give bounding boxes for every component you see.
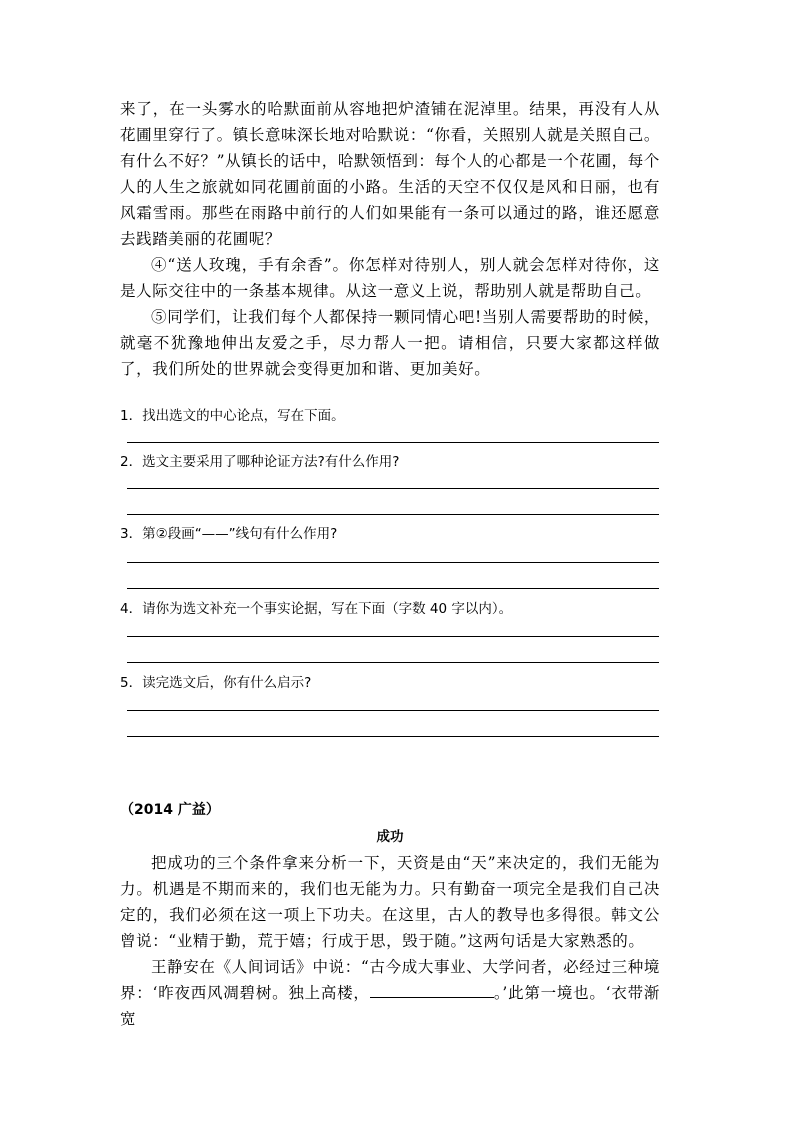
answer-line[interactable] (127, 636, 659, 637)
question-list (120, 406, 660, 737)
answer-line[interactable] (127, 736, 659, 737)
passage-paragraph-4: ④“送人玫瑰，手有余香”。你怎样对待别人，别人就会怎样对待你，这是人际交往中的一条基本规律。从这一意义上说，帮助别人就是帮助自己。 (120, 256, 660, 300)
section-title: 成功 (376, 829, 404, 845)
question-3: 3．第②段画“——”线句有什么作用? (120, 526, 338, 542)
reading-passage (120, 96, 660, 382)
passage-paragraph-5: ⑤同学们，让我们每个人都保持一颗同情心吧!当别人需要帮助的时候，就毫不犹豫地伸出友爱之手，尽力帮人一把。请相信，只要大家都这样做了，我们所处的世界就会变得更加和谐、更加美好。 (120, 308, 660, 378)
fill-in-blank[interactable] (370, 981, 494, 998)
passage2-paragraph-1: 把成功的三个条件拿来分析一下，天资是由“天”来决定的，我们无能为力。机遇是不期而来的，我们也无能为力。只有勤奋一项完全是我们自己决定的，我们必须在这一项上下功夫。在这里，古人的教导也多得很。韩文公曾说：“业精于勤，荒于嬉；行成于思，毁于随。”这两句话是大家熟悉的。 (120, 854, 660, 950)
answer-line[interactable] (127, 514, 659, 515)
passage-paragraph-continuation: 来了，在一头雾水的哈默面前从容地把炉渣铺在泥淖里。结果，再没有人从花圃里穿行了。镇长意味深长地对哈默说：“你看，关照别人就是关照自己。有什么不好？”从镇长的话中，哈默领悟到：每个人的心都是一个花圃，每个人的人生之旅就如同花圃前面的小路。生活的天空不仅仅是风和日丽，也有风霜雪雨。那些在雨路中前行的人们如果能有一条可以通过的路，谁还愿意去践踏美丽的花圃呢？ (120, 100, 660, 248)
passage2-paragraph-2 (120, 954, 660, 1032)
answer-line[interactable] (127, 488, 659, 489)
answer-line[interactable] (127, 442, 659, 443)
passage2-text-after-blank: 。’此第一境也。‘衣带渐宽 (120, 984, 661, 1028)
section-source-label: （2014 广益） (120, 802, 220, 818)
reading-passage-2 (120, 850, 660, 1032)
question-2: 2．选文主要采用了哪种论证方法?有什么作用? (120, 454, 400, 470)
answer-line[interactable] (127, 710, 659, 711)
passage2-text-before-blank: 王静安在《人间词话》中说：“古今成大事业、大学问者，必经过三种境界：‘昨夜西风凋碧树。独上高楼， (120, 958, 660, 1002)
question-1: 1．找出选文的中心论点，写在下面。 (120, 408, 345, 424)
question-4: 4．请你为选文补充一个事实论据，写在下面（字数 40 字以内）。 (120, 601, 513, 617)
answer-line[interactable] (127, 662, 659, 663)
answer-line[interactable] (127, 588, 659, 589)
answer-line[interactable] (127, 562, 659, 563)
question-5: 5．读完选文后，你有什么启示? (120, 675, 312, 691)
